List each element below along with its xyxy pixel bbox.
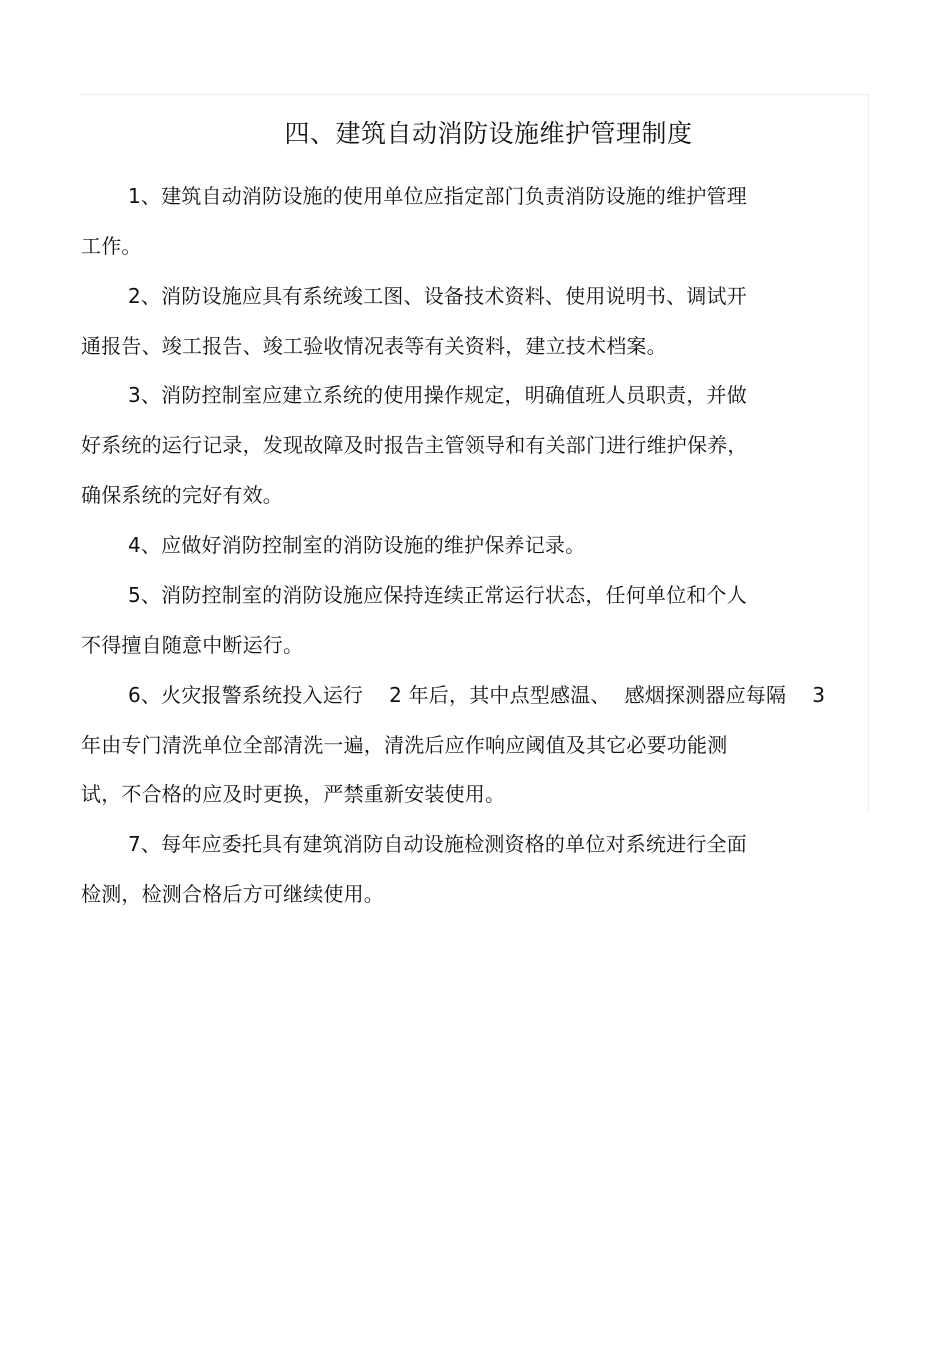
- paragraph-3-line-1: 3、消防控制室应建立系统的使用操作规定，明确值班人员职责，并做: [128, 383, 747, 407]
- paragraph-6-line-1: [128, 681, 825, 709]
- paragraph-5-line-1: 5、消防控制室的消防设施应保持连续正常运行状态，任何单位和个人: [128, 583, 747, 607]
- paragraph-6-segment-b: 2 年后，其中点型感温、: [389, 683, 611, 707]
- paragraph-3-line-3: 确保系统的完好有效。: [81, 483, 283, 507]
- paragraph-1-line-2: 工作。: [81, 234, 142, 258]
- document-title: 四、建筑自动消防设施维护管理制度: [284, 119, 693, 148]
- paragraph-7-line-2: 检测，检测合格后方可继续使用。: [81, 882, 384, 906]
- paragraph-5-line-2: 不得擅自随意中断运行。: [81, 633, 304, 657]
- paragraph-6-line-3: 试，不合格的应及时更换，严禁重新安装使用。: [81, 782, 506, 806]
- paragraph-6-segment-a: 6、火灾报警系统投入运行: [128, 683, 364, 707]
- paragraph-3-line-2: 好系统的运行记录，发现故障及时报告主管领导和有关部门进行维护保养，: [81, 433, 748, 457]
- paragraph-6-line-2: 年由专门清洗单位全部清洗一遍，清洗后应作响应阈值及其它必要功能测: [81, 733, 728, 757]
- paragraph-1-line-1: 1、建筑自动消防设施的使用单位应指定部门负责消防设施的维护管理: [128, 184, 747, 208]
- paragraph-6-segment-c: 感烟探测器应每隔: [624, 683, 787, 707]
- paragraph-2-line-2: 通报告、竣工报告、竣工验收情况表等有关资料，建立技术档案。: [81, 334, 667, 358]
- paragraph-4-line-1: 4、应做好消防控制室的消防设施的维护保养记录。: [128, 533, 586, 557]
- paragraph-2-line-1: 2、消防设施应具有系统竣工图、设备技术资料、使用说明书、调试开: [128, 284, 747, 308]
- paragraph-6-segment-d: 3: [812, 683, 826, 707]
- paragraph-7-line-1: 7、每年应委托具有建筑消防自动设施检测资格的单位对系统进行全面: [128, 832, 747, 856]
